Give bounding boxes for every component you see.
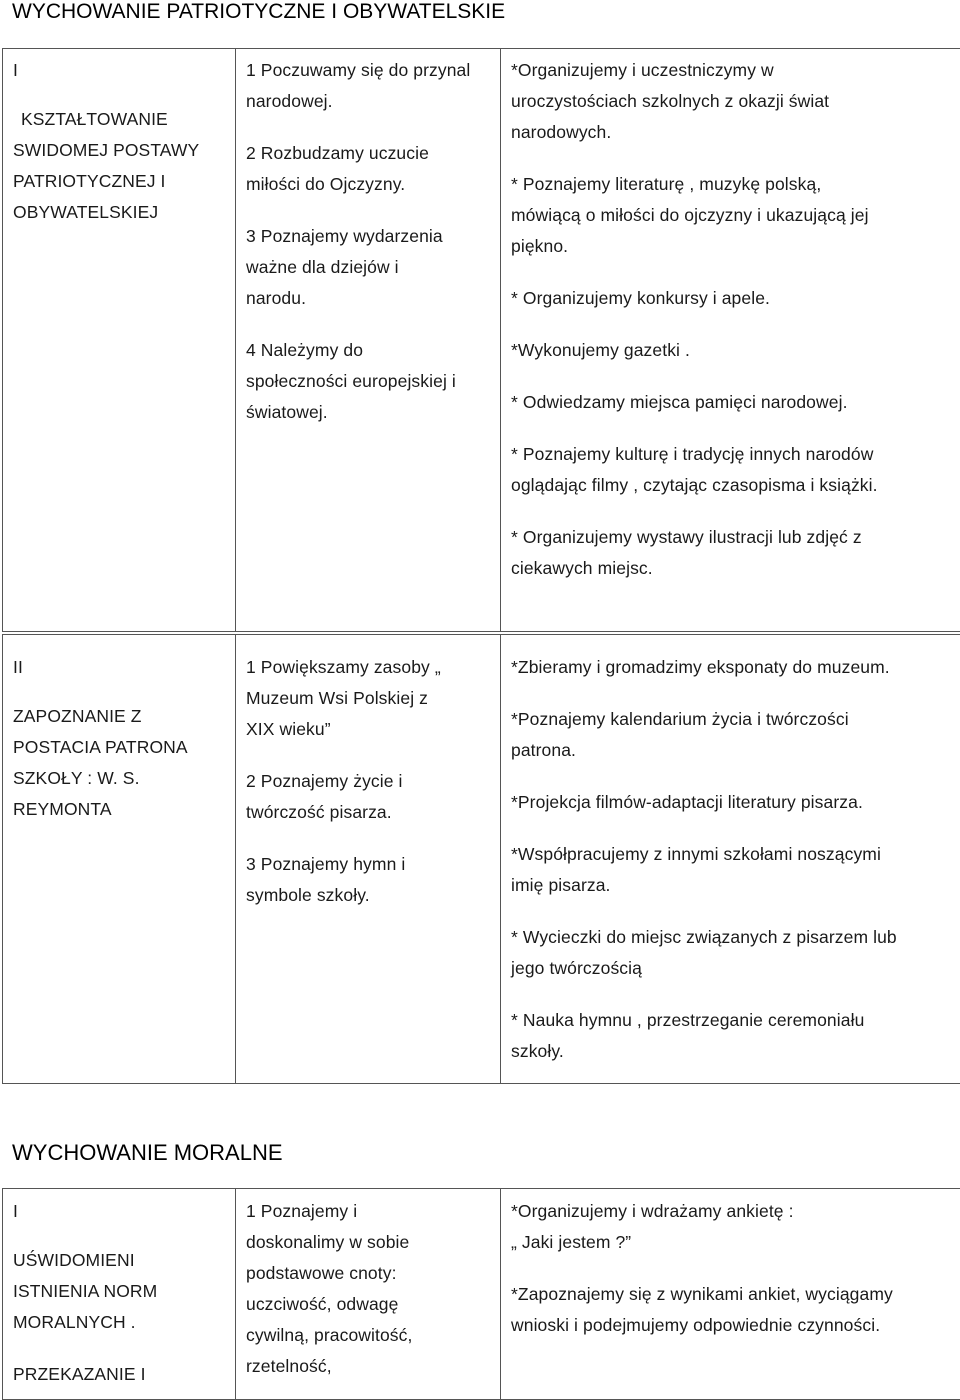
task-line: światowej. [236,397,500,428]
activity-line: *Projekcja filmów-adaptacji literatury pisarza. [501,787,960,818]
goal-cell [3,1189,236,1400]
goal-line: SZKOŁY : W. S. [3,763,235,794]
row-number: I [3,1196,235,1227]
task-line: 3 Poznajemy hymn i [236,849,500,880]
task-line: miłości do Ojczyzny. [236,169,500,200]
activity-line: uroczystościach szkolnych z okazji świat [501,86,960,117]
goal-line: PRZEKAZANIE I [3,1359,235,1390]
activity-line: patrona. [501,735,960,766]
task-line: rzetelność, [236,1351,500,1382]
task-line: cywilną, pracowitość, [236,1320,500,1351]
tasks-cell [236,1189,501,1400]
task-line: uczciwość, odwagę [236,1289,500,1320]
goal-line: REYMONTA [3,794,235,825]
table-patron [2,634,960,1084]
activity-line: * Organizujemy wystawy ilustracji lub zdjęć z [501,522,960,553]
task-line: narodowej. [236,86,500,117]
table-row [3,635,960,1084]
activity-line: *Organizujemy i wdrażamy ankietę : [501,1196,960,1227]
goal-cell [3,635,236,1084]
table-row [3,1189,960,1400]
tasks-cell [236,49,501,632]
activity-line: wnioski i podejmujemy odpowiednie czynności. [501,1310,960,1341]
task-line: ważne dla dziejów i [236,252,500,283]
task-line: twórczość pisarza. [236,797,500,828]
activity-line: oglądając filmy , czytając czasopisma i książki. [501,470,960,501]
task-line: 3 Poznajemy wydarzenia [236,221,500,252]
activity-line: *Zbieramy i gromadzimy eksponaty do muzeum. [501,652,960,683]
goal-line: POSTACIA PATRONA [3,732,235,763]
task-line: 2 Poznajemy życie i [236,766,500,797]
activity-line: szkoły. [501,1036,960,1067]
activity-line: * Poznajemy literaturę , muzykę polską, [501,169,960,200]
goal-line: UŚWIDOMIENI [3,1245,235,1276]
activity-line: imię pisarza. [501,870,960,901]
table-row [3,49,960,632]
activity-line: * Poznajemy kulturę i tradycję innych narodów [501,439,960,470]
goal-line: OBYWATELSKIEJ [3,197,235,228]
activity-line: *Wykonujemy gazetki . [501,335,960,366]
activity-line: *Współpracujemy z innymi szkołami noszącymi [501,839,960,870]
task-line: narodu. [236,283,500,314]
task-line: 1 Poczuwamy się do przynal [236,55,500,86]
task-line: 1 Poznajemy i [236,1196,500,1227]
task-line: Muzeum Wsi Polskiej z [236,683,500,714]
activities-cell [501,635,960,1084]
activity-line: *Organizujemy i uczestniczymy w [501,55,960,86]
section-heading-patriotic: WYCHOWANIE PATRIOTYCZNE I OBYWATELSKIE [12,0,505,24]
activity-line: *Poznajemy kalendarium życia i twórczości [501,704,960,735]
task-line: 2 Rozbudzamy uczucie [236,138,500,169]
activity-line: * Wycieczki do miejsc związanych z pisarzem lub [501,922,960,953]
task-line: podstawowe cnoty: [236,1258,500,1289]
activities-cell [501,49,960,632]
section-heading-moral: WYCHOWANIE MORALNE [12,1140,283,1166]
goal-line: ISTNIENIA NORM [3,1276,235,1307]
activity-line: * Odwiedzamy miejsca pamięci narodowej. [501,387,960,418]
activities-cell [501,1189,960,1400]
row-number: I [3,55,235,86]
activity-line: * Organizujemy konkursy i apele. [501,283,960,314]
tasks-cell [236,635,501,1084]
goal-line: PATRIOTYCZNEJ I [3,166,235,197]
table-moral [2,1188,960,1400]
goal-cell [3,49,236,632]
task-line: 4 Należymy do [236,335,500,366]
goal-line: SWIDOMEJ POSTAWY [3,135,235,166]
task-line: symbole szkoły. [236,880,500,911]
activity-line: „ Jaki jestem ?” [501,1227,960,1258]
task-line: doskonalimy w sobie [236,1227,500,1258]
task-line: 1 Powiększamy zasoby „ [236,652,500,683]
goal-line: ZAPOZNANIE Z [3,701,235,732]
activity-line: ciekawych miejsc. [501,553,960,584]
goal-line: KSZTAŁTOWANIE [3,104,235,135]
activity-line: mówiącą o miłości do ojczyzny i ukazującą jej [501,200,960,231]
activity-line: *Zapoznajemy się z wynikami ankiet, wyciągamy [501,1279,960,1310]
row-number: II [3,652,235,683]
goal-line: MORALNYCH . [3,1307,235,1338]
activity-line: * Nauka hymnu , przestrzeganie ceremoniału [501,1005,960,1036]
task-line: XIX wieku” [236,714,500,745]
activity-line: piękno. [501,231,960,262]
task-line: społeczności europejskiej i [236,366,500,397]
activity-line: jego twórczością [501,953,960,984]
activity-line: narodowych. [501,117,960,148]
table-patriotic [2,48,960,632]
